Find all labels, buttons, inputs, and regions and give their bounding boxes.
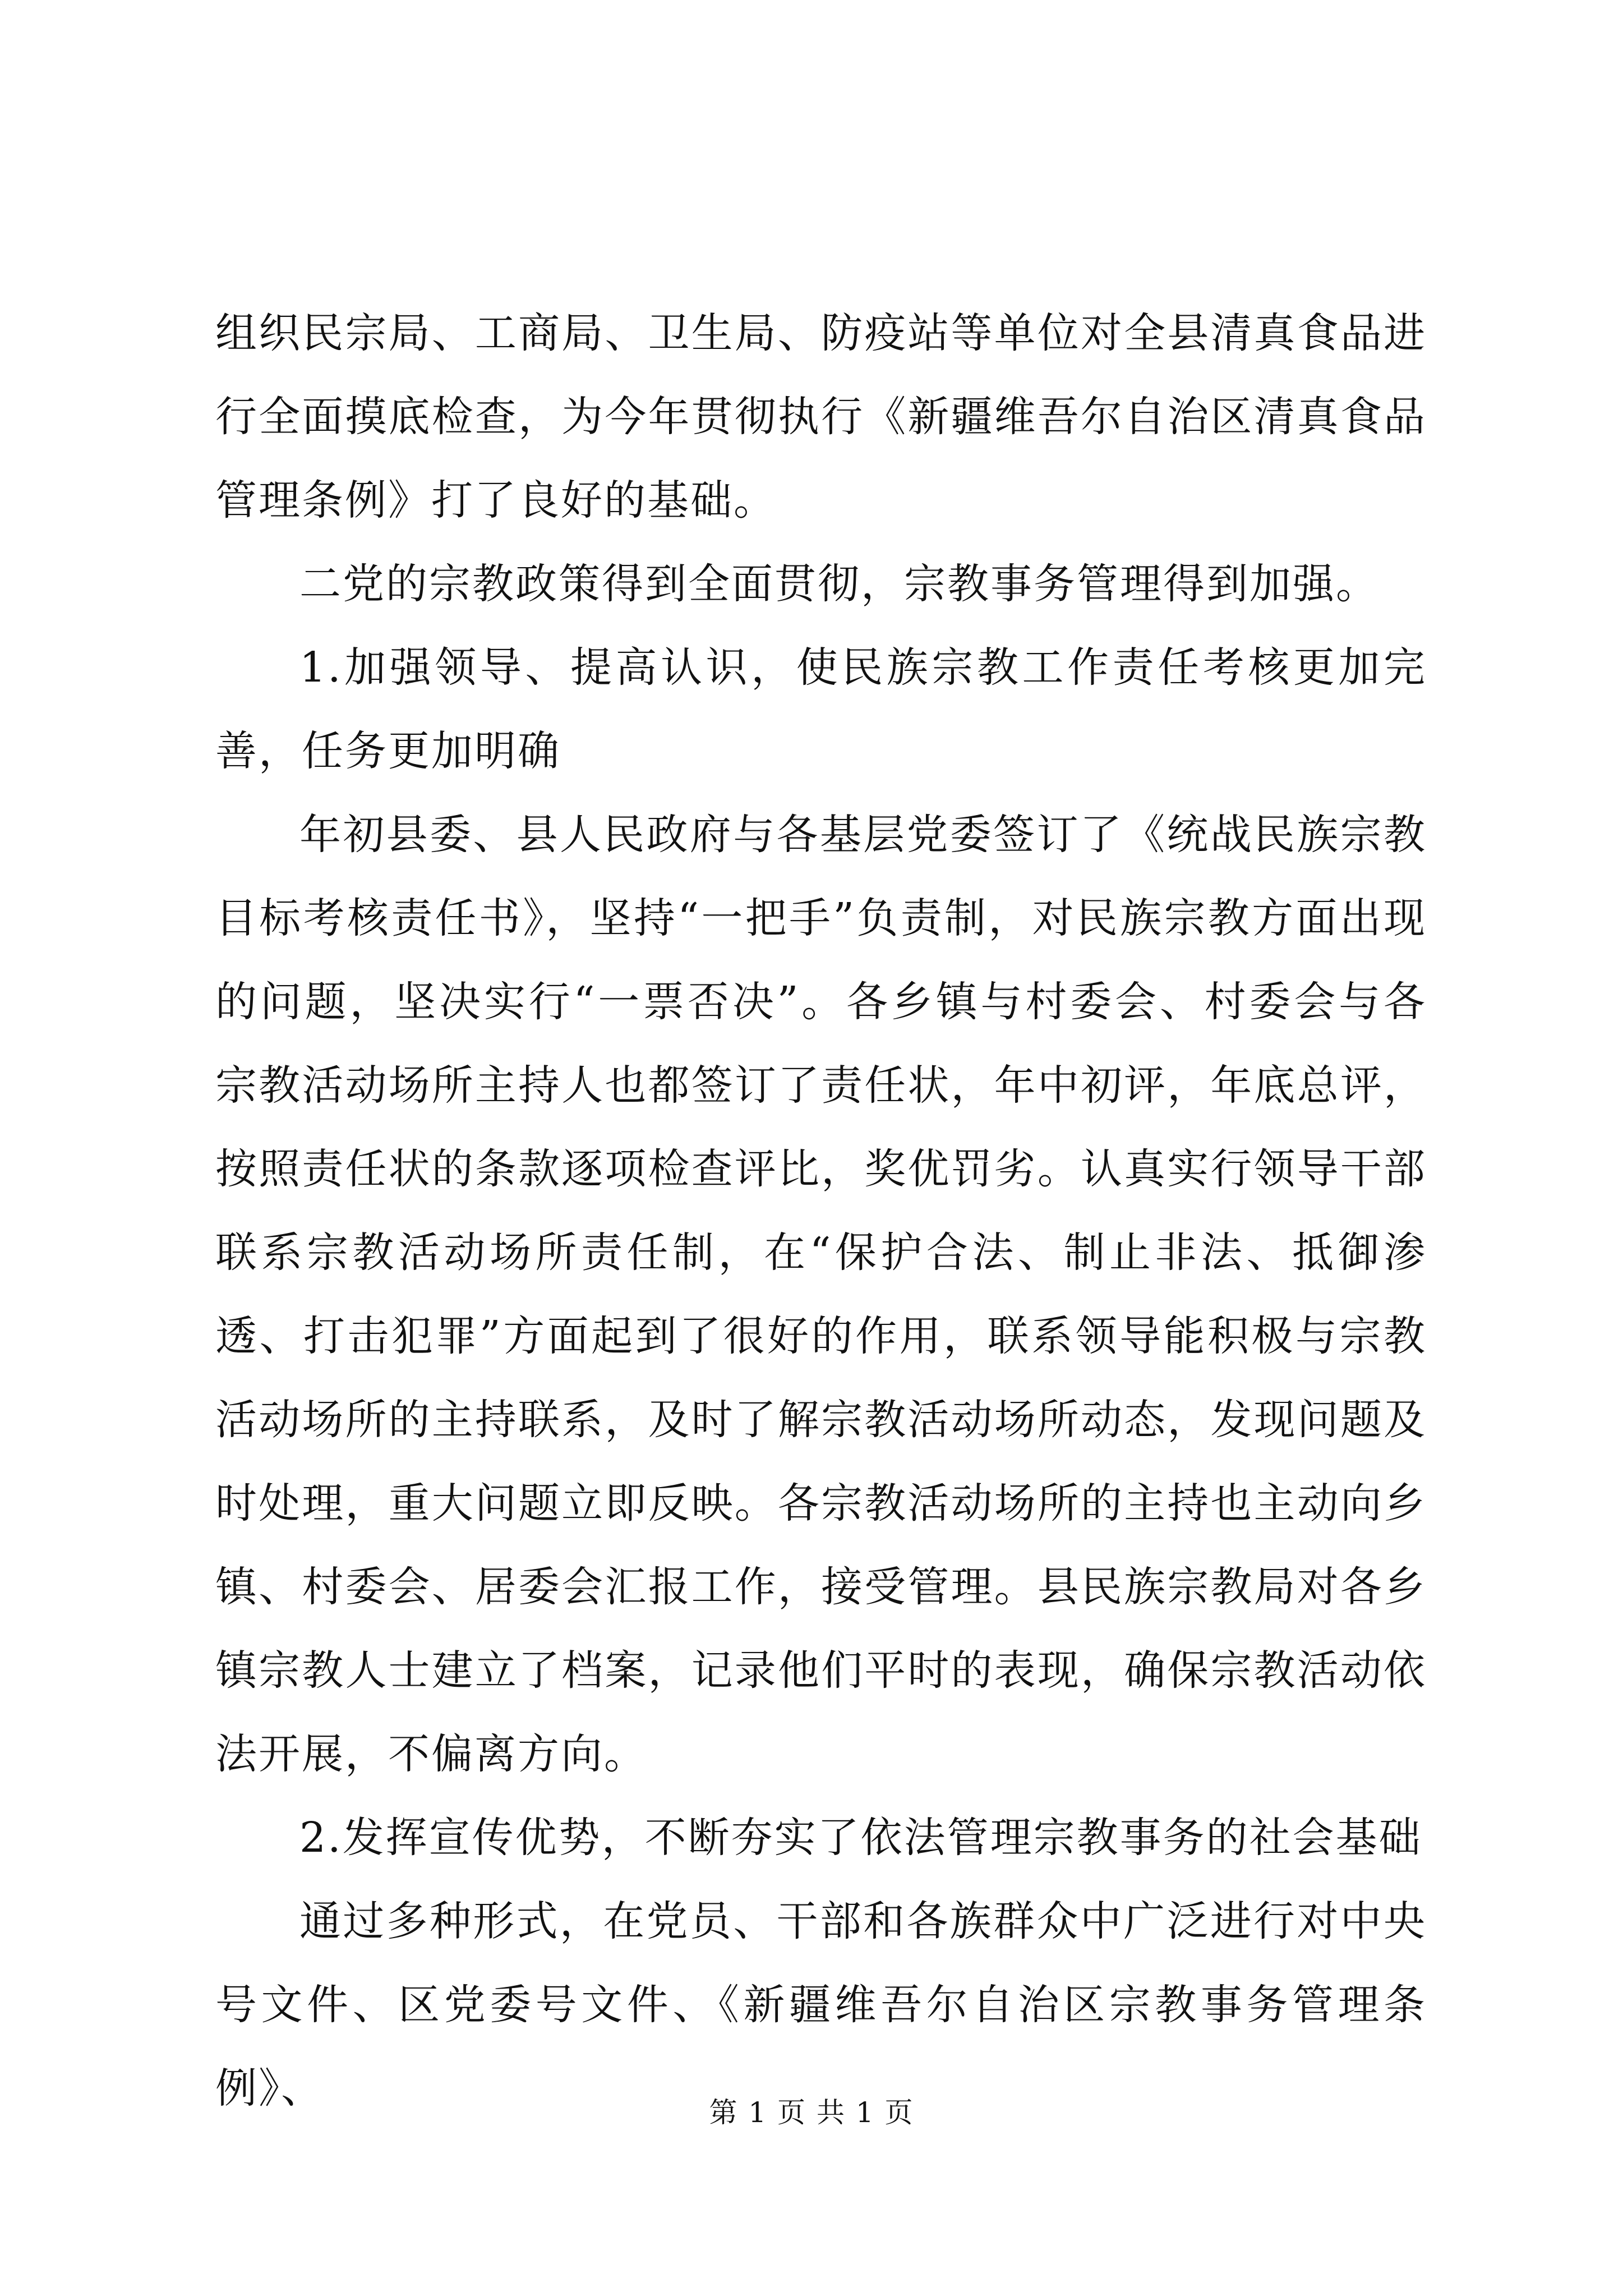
- paragraph-continued: 组织民宗局、工商局、卫生局、防疫站等单位对全县清真食品进行全面摸底检查，为今年贯彻执行《新疆维吾尔自治区清真食品管理条例》打了良好的基础。: [215, 309, 1427, 524]
- paragraph-responsibility: 年初县委、县人民政府与各基层党委签订了《统战民族宗教目标考核责任书》，坚持“一把手”负责制，对民族宗教方面出现的问题，坚决实行“一票否决”。各乡镇与村委会、村委会与各宗教活动场所主持人也都签订了责任状，年中初评，年底总评，按照责任状的条款逐项检查评比，奖优罚劣。认真实行领导干部联系宗教活动场所责任制，在“保护合法、制止非法、抵御渗透、打击犯罪”方面起到了很好的作用，联系领导能积极与宗教活动场所的主持联系，及时了解宗教活动场所动态，发现问题及时处理，重大问题立即反映。各宗教活动场所的主持也主动向乡镇、村委会、居委会汇报工作，接受管理。县民族宗教局对各乡镇宗教人士建立了档案，记录他们平时的表现，确保宗教活动依法开展，不偏离方向。: [215, 811, 1427, 1778]
- subsection-heading-2: 2.发挥宣传优势，不断夯实了依法管理宗教事务的社会基础: [299, 1814, 1422, 1862]
- section-heading: 二党的宗教政策得到全面贯彻，宗教事务管理得到加强。: [299, 560, 1379, 608]
- page-footer: 第 1 页 共 1 页: [709, 2096, 914, 2129]
- subsection-heading-1: 1.加强领导、提高认识，使民族宗教工作责任考核更加完善，任务更加明确: [215, 643, 1427, 775]
- document-body: [215, 292, 1427, 2131]
- paragraph-publicity: 通过多种形式，在党员、干部和各族群众中广泛进行对中央号文件、区党委号文件、《新疆维吾尔自治区宗教事务管理条例》、: [215, 1897, 1427, 2113]
